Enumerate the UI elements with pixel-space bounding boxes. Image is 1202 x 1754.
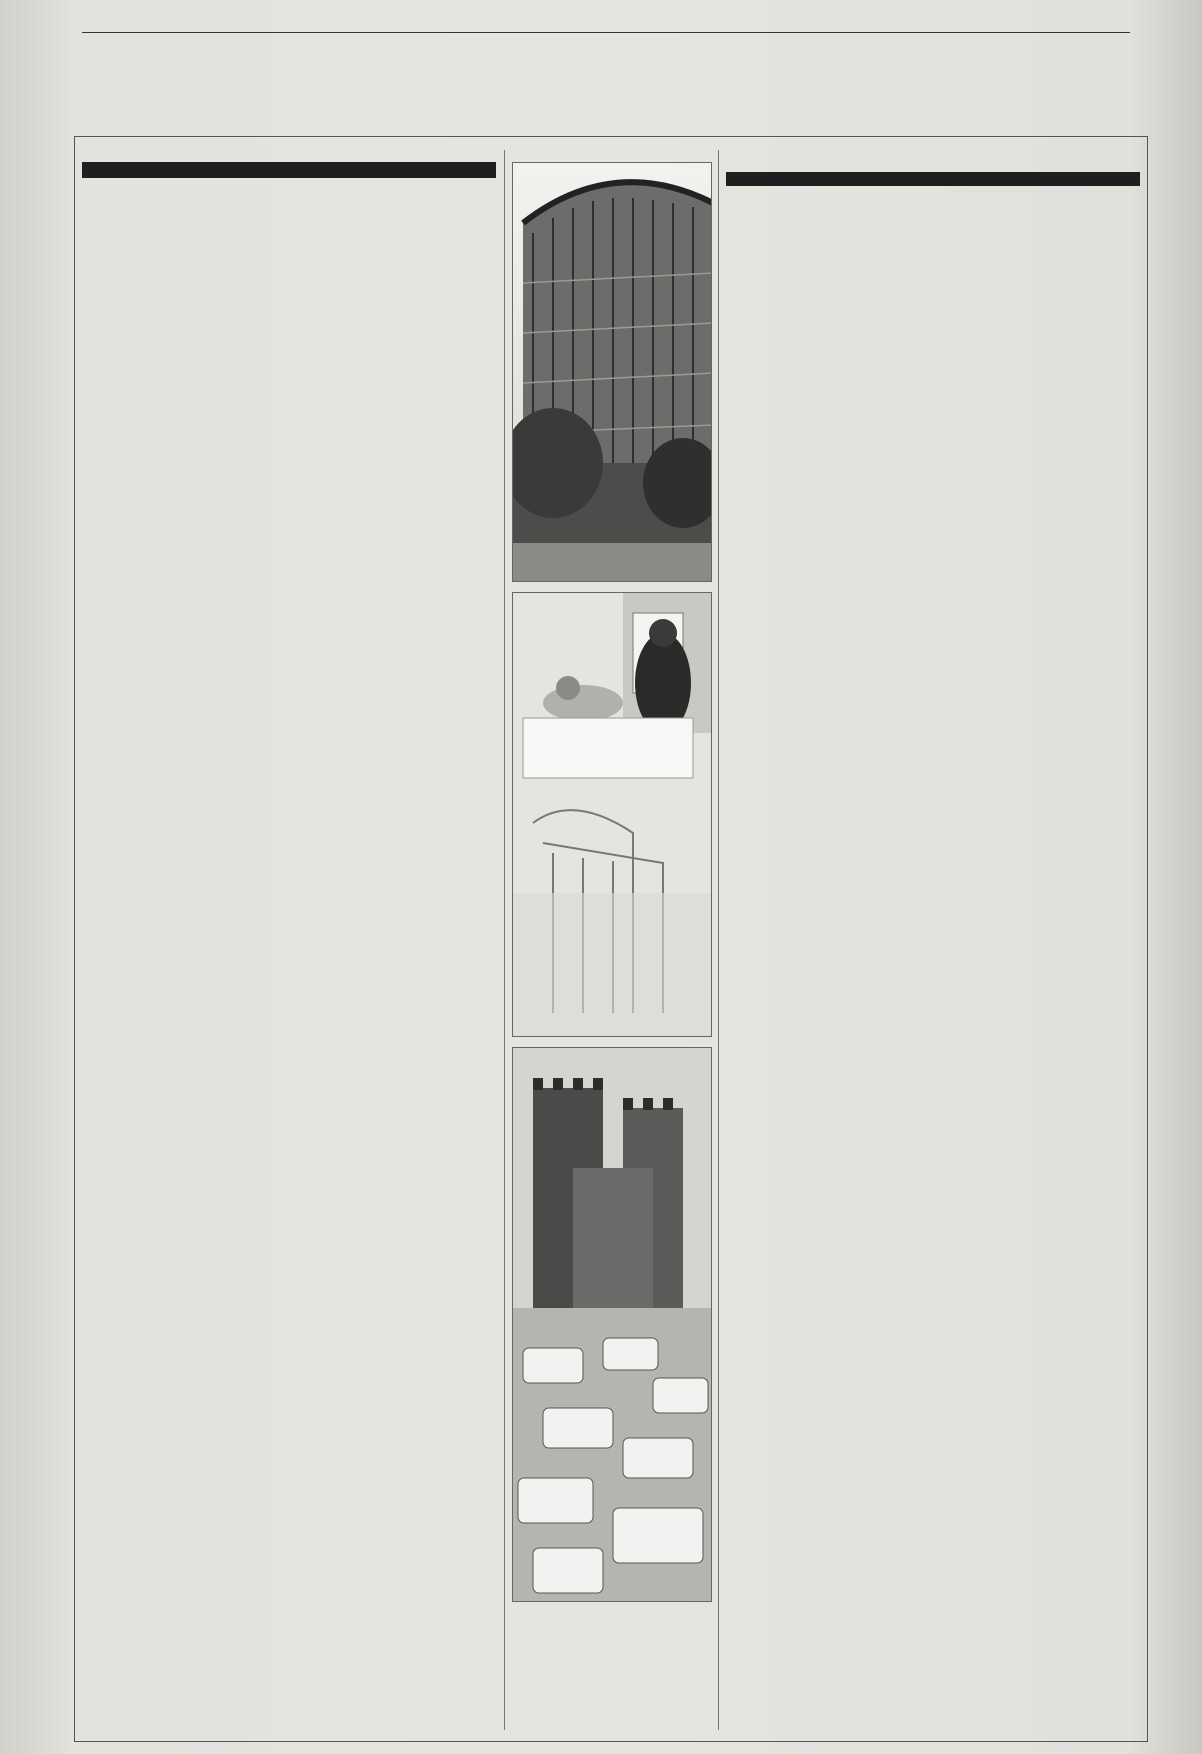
hospital-photo — [513, 593, 712, 1037]
news-column — [726, 162, 1140, 186]
castle-photo — [513, 1048, 712, 1602]
photo-column — [512, 162, 712, 1612]
photo-hospital — [512, 592, 712, 1037]
appointments-column — [82, 162, 496, 178]
column-rule — [718, 150, 719, 1730]
masthead — [1032, 44, 1132, 66]
appointments-banner — [82, 162, 496, 178]
initiatives-banner — [726, 172, 1140, 186]
photo-regione-lazio — [512, 162, 712, 582]
building-photo — [513, 163, 712, 582]
column-rule — [504, 150, 505, 1730]
header-rule — [82, 32, 1130, 33]
photo-naples — [512, 1047, 712, 1602]
